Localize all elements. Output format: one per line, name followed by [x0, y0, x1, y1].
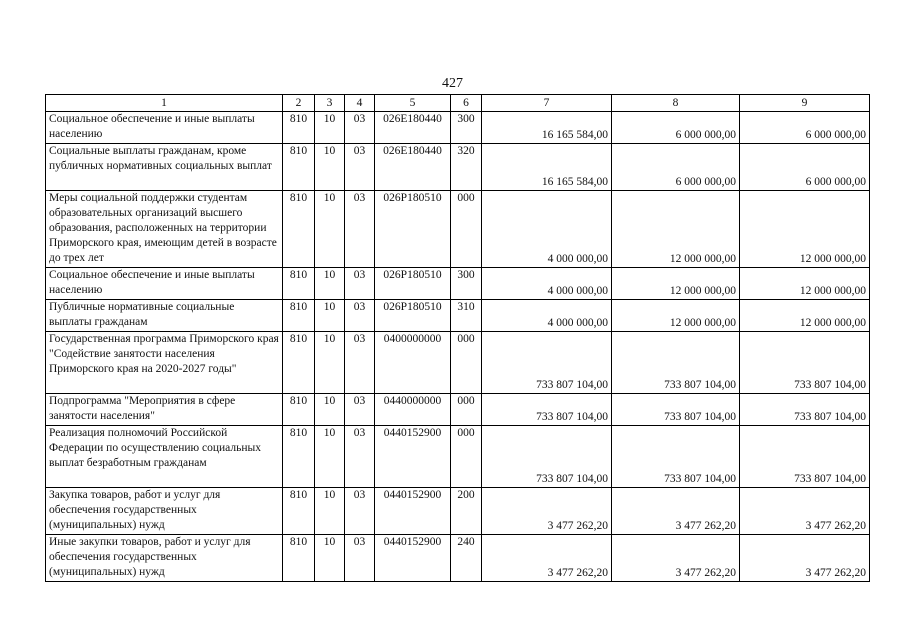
- subsection-code-cell: 03: [345, 268, 375, 300]
- column-header: 2: [283, 95, 315, 112]
- table-row: [46, 332, 870, 394]
- amount-col7-cell: 16 165 584,00: [482, 112, 612, 144]
- amount-col9-cell: 12 000 000,00: [740, 300, 870, 332]
- row-name-cell: Социальное обеспечение и иные выплаты населению: [46, 112, 283, 144]
- expense-type-cell: 310: [451, 300, 482, 332]
- amount-col8-cell: 733 807 104,00: [612, 332, 740, 394]
- column-header: 5: [375, 95, 451, 112]
- amount-col9-cell: 733 807 104,00: [740, 394, 870, 426]
- amount-col7-cell: 4 000 000,00: [482, 268, 612, 300]
- subsection-code-cell: 03: [345, 112, 375, 144]
- amount-col8-cell: 12 000 000,00: [612, 268, 740, 300]
- target-article-cell: 0400000000: [375, 332, 451, 394]
- section-code-cell: 10: [315, 191, 345, 268]
- gr-code-cell: 810: [283, 535, 315, 582]
- table-row: [46, 426, 870, 488]
- subsection-code-cell: 03: [345, 394, 375, 426]
- row-name-cell: Социальное обеспечение и иные выплаты населению: [46, 268, 283, 300]
- row-name-cell: Меры социальной поддержки студентам образовательных организаций высшего образования, расположенных на территории Приморского края, имеющим детей в возрасте до трех лет: [46, 191, 283, 268]
- gr-code-cell: 810: [283, 426, 315, 488]
- expense-type-cell: 320: [451, 144, 482, 191]
- expense-type-cell: 240: [451, 535, 482, 582]
- table-row: [46, 268, 870, 300]
- subsection-code-cell: 03: [345, 488, 375, 535]
- section-code-cell: 10: [315, 488, 345, 535]
- column-header: 8: [612, 95, 740, 112]
- amount-col8-cell: 12 000 000,00: [612, 300, 740, 332]
- table-row: [46, 535, 870, 582]
- expense-type-cell: 300: [451, 112, 482, 144]
- target-article-cell: 026E180440: [375, 112, 451, 144]
- amount-col9-cell: 12 000 000,00: [740, 268, 870, 300]
- gr-code-cell: 810: [283, 112, 315, 144]
- target-article-cell: 0440152900: [375, 535, 451, 582]
- target-article-cell: 026P180510: [375, 191, 451, 268]
- row-name-cell: Иные закупки товаров, работ и услуг для обеспечения государственных (муниципальных) нужд: [46, 535, 283, 582]
- table-row: [46, 144, 870, 191]
- column-header: 6: [451, 95, 482, 112]
- subsection-code-cell: 03: [345, 535, 375, 582]
- target-article-cell: 0440000000: [375, 394, 451, 426]
- expense-type-cell: 000: [451, 332, 482, 394]
- gr-code-cell: 810: [283, 488, 315, 535]
- target-article-cell: 026E180440: [375, 144, 451, 191]
- table-row: [46, 112, 870, 144]
- target-article-cell: 0440152900: [375, 488, 451, 535]
- row-name-cell: Закупка товаров, работ и услуг для обеспечения государственных (муниципальных) нужд: [46, 488, 283, 535]
- table-row: [46, 191, 870, 268]
- section-code-cell: 10: [315, 332, 345, 394]
- expense-type-cell: 000: [451, 394, 482, 426]
- table-row: [46, 300, 870, 332]
- page-number: 427: [442, 76, 463, 91]
- column-header: 9: [740, 95, 870, 112]
- section-code-cell: 10: [315, 300, 345, 332]
- amount-col8-cell: 6 000 000,00: [612, 112, 740, 144]
- section-code-cell: 10: [315, 535, 345, 582]
- amount-col7-cell: 16 165 584,00: [482, 144, 612, 191]
- target-article-cell: 026P180510: [375, 300, 451, 332]
- amount-col9-cell: 6 000 000,00: [740, 144, 870, 191]
- amount-col9-cell: 3 477 262,20: [740, 488, 870, 535]
- gr-code-cell: 810: [283, 191, 315, 268]
- row-name-cell: Подпрограмма "Мероприятия в сфере занятости населения": [46, 394, 283, 426]
- gr-code-cell: 810: [283, 144, 315, 191]
- subsection-code-cell: 03: [345, 300, 375, 332]
- expense-type-cell: 200: [451, 488, 482, 535]
- row-name-cell: Государственная программа Приморского края "Содействие занятости населения Приморского края на 2020-2027 годы": [46, 332, 283, 394]
- amount-col8-cell: 3 477 262,20: [612, 535, 740, 582]
- subsection-code-cell: 03: [345, 191, 375, 268]
- amount-col8-cell: 12 000 000,00: [612, 191, 740, 268]
- expense-type-cell: 000: [451, 426, 482, 488]
- amount-col7-cell: 4 000 000,00: [482, 300, 612, 332]
- column-header: 3: [315, 95, 345, 112]
- amount-col8-cell: 3 477 262,20: [612, 488, 740, 535]
- amount-col8-cell: 6 000 000,00: [612, 144, 740, 191]
- amount-col9-cell: 3 477 262,20: [740, 535, 870, 582]
- section-code-cell: 10: [315, 426, 345, 488]
- header-row: [46, 95, 870, 112]
- gr-code-cell: 810: [283, 332, 315, 394]
- section-code-cell: 10: [315, 144, 345, 191]
- section-code-cell: 10: [315, 268, 345, 300]
- gr-code-cell: 810: [283, 268, 315, 300]
- column-header: 7: [482, 95, 612, 112]
- amount-col7-cell: 733 807 104,00: [482, 332, 612, 394]
- target-article-cell: 026P180510: [375, 268, 451, 300]
- target-article-cell: 0440152900: [375, 426, 451, 488]
- gr-code-cell: 810: [283, 394, 315, 426]
- row-name-cell: Публичные нормативные социальные выплаты гражданам: [46, 300, 283, 332]
- amount-col7-cell: 733 807 104,00: [482, 426, 612, 488]
- amount-col9-cell: 733 807 104,00: [740, 426, 870, 488]
- expense-type-cell: 300: [451, 268, 482, 300]
- expense-type-cell: 000: [451, 191, 482, 268]
- table-row: [46, 394, 870, 426]
- amount-col7-cell: 3 477 262,20: [482, 488, 612, 535]
- subsection-code-cell: 03: [345, 332, 375, 394]
- amount-col7-cell: 4 000 000,00: [482, 191, 612, 268]
- section-code-cell: 10: [315, 112, 345, 144]
- column-header: 4: [345, 95, 375, 112]
- row-name-cell: Социальные выплаты гражданам, кроме публичных нормативных социальных выплат: [46, 144, 283, 191]
- amount-col7-cell: 3 477 262,20: [482, 535, 612, 582]
- column-header: 1: [46, 95, 283, 112]
- row-name-cell: Реализация полномочий Российской Федерации по осуществлению социальных выплат безработным гражданам: [46, 426, 283, 488]
- amount-col9-cell: 6 000 000,00: [740, 112, 870, 144]
- amount-col7-cell: 733 807 104,00: [482, 394, 612, 426]
- section-code-cell: 10: [315, 394, 345, 426]
- amount-col9-cell: 12 000 000,00: [740, 191, 870, 268]
- table-row: [46, 488, 870, 535]
- amount-col9-cell: 733 807 104,00: [740, 332, 870, 394]
- gr-code-cell: 810: [283, 300, 315, 332]
- subsection-code-cell: 03: [345, 426, 375, 488]
- budget-table: [45, 94, 870, 582]
- subsection-code-cell: 03: [345, 144, 375, 191]
- amount-col8-cell: 733 807 104,00: [612, 426, 740, 488]
- amount-col8-cell: 733 807 104,00: [612, 394, 740, 426]
